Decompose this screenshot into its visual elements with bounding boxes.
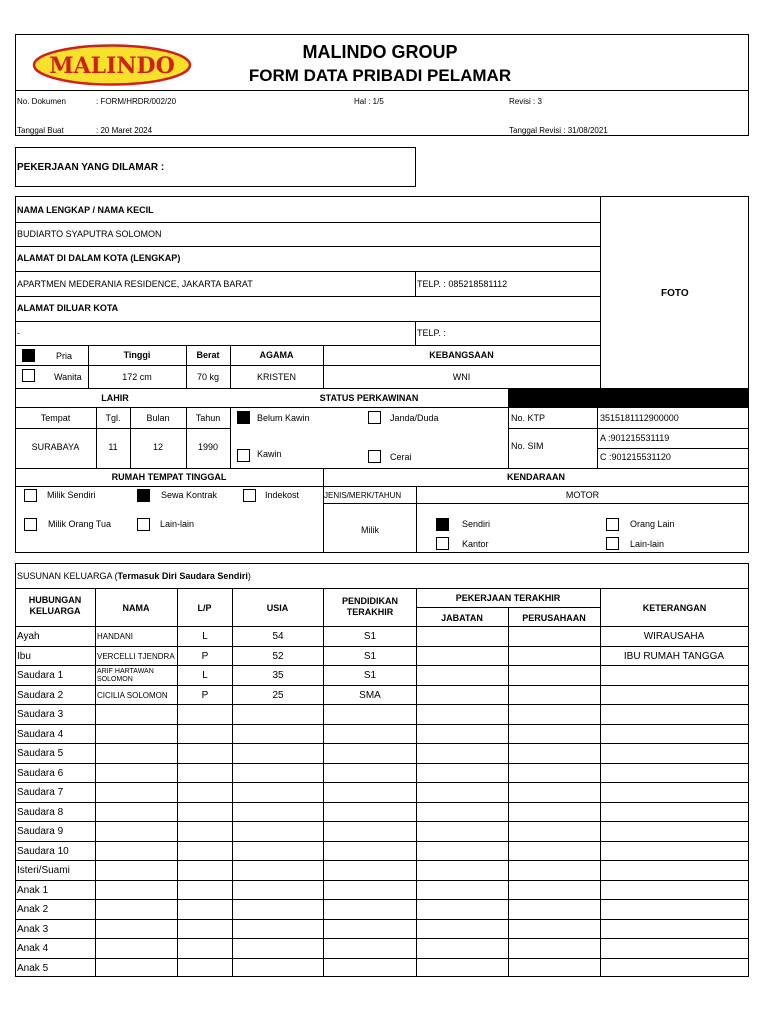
tanggal-buat-value: : 20 Maret 2024 (96, 126, 153, 135)
foto-label: FOTO (661, 288, 689, 299)
header-usia: USIA (266, 603, 289, 613)
family-cell-usia[interactable] (233, 861, 323, 880)
header-nama: NAMA (122, 603, 150, 613)
family-cell-jab[interactable] (417, 764, 508, 783)
family-cell-rel: Isteri/Suami (17, 865, 70, 876)
family-cell-pend[interactable] (324, 725, 416, 744)
milik-orang-tua-label: Milik Orang Tua (48, 519, 112, 529)
family-cell-per[interactable] (509, 764, 600, 783)
family-cell-nama[interactable] (97, 744, 177, 763)
family-cell-usia[interactable] (233, 959, 323, 978)
table-row (15, 841, 748, 861)
alamat-kota-value[interactable]: APARTMEN MEDERANIA RESIDENCE, JAKARTA BARAT (17, 279, 253, 289)
family-cell-usia[interactable] (233, 725, 323, 744)
checkbox-indekost[interactable] (243, 489, 256, 502)
checkbox-cerai[interactable] (368, 450, 381, 463)
family-cell-pend[interactable] (324, 803, 416, 822)
tgl-label: Tgl. (105, 413, 121, 423)
table-row (15, 646, 748, 666)
family-cell-per[interactable] (509, 705, 600, 724)
table-row (15, 860, 748, 880)
kendaraan-sendiri-label: Sendiri (462, 519, 491, 529)
family-cell-rel: Saudara 1 (17, 670, 64, 681)
family-cell-ket[interactable] (601, 822, 747, 841)
nama-label: NAMA LENGKAP / NAMA KECIL (17, 205, 154, 215)
family-cell-usia[interactable] (233, 900, 323, 919)
family-cell-jab[interactable] (417, 725, 508, 744)
tinggi-label: Tinggi (123, 350, 151, 360)
family-cell-pend[interactable]: S1 (363, 670, 377, 681)
family-cell-usia[interactable] (233, 764, 323, 783)
orang-lain-label: Orang Lain (630, 519, 675, 529)
form-title: FORM DATA PRIBADI PELAMAR (248, 66, 512, 85)
family-cell-ket[interactable] (601, 900, 747, 919)
kebangsaan-value[interactable]: WNI (452, 372, 471, 382)
family-cell-pend[interactable] (324, 764, 416, 783)
job-applied-label: PEKERJAAN YANG DILAMAR : (17, 162, 165, 173)
kendaraan-label: KENDARAAN (507, 472, 565, 482)
family-cell-pend[interactable] (324, 939, 416, 958)
family-cell-ket[interactable]: WIRAUSAHA (643, 631, 705, 642)
alamat-kota-label: ALAMAT DI DALAM KOTA (LENGKAP) (17, 253, 181, 263)
family-cell-usia[interactable] (233, 822, 323, 841)
cerai-label: Cerai (390, 452, 412, 462)
family-cell-ket[interactable] (601, 725, 747, 744)
family-cell-nama[interactable] (97, 900, 177, 919)
family-cell-lp[interactable] (178, 764, 232, 783)
family-cell-nama[interactable] (97, 959, 177, 978)
tahun-label: Tahun (195, 413, 221, 423)
header-keterangan: KETERANGAN (642, 603, 707, 613)
table-row (15, 626, 748, 646)
black-header-bar (508, 389, 749, 408)
family-cell-jab[interactable] (417, 627, 508, 646)
family-cell-ket[interactable] (601, 842, 747, 861)
telp-luar[interactable]: TELP. : (417, 328, 446, 338)
family-title-bold: Termasuk Diri Saudara Sendiri (117, 571, 248, 581)
family-cell-usia[interactable] (233, 939, 323, 958)
family-cell-nama[interactable] (97, 881, 177, 900)
company-title: MALINDO GROUP (302, 42, 458, 62)
family-cell-per[interactable] (509, 881, 600, 900)
header-jabatan: JABATAN (441, 613, 483, 623)
checkbox-milik-sendiri[interactable] (24, 489, 37, 502)
family-cell-pend[interactable] (324, 783, 416, 802)
family-cell-rel: Saudara 7 (17, 787, 64, 798)
kebangsaan-label: KEBANGSAAN (429, 350, 494, 360)
lahir-label: LAHIR (101, 393, 129, 403)
checkbox-lain-lain-rumah[interactable] (137, 518, 150, 531)
tahun-value[interactable]: 1990 (197, 442, 219, 452)
family-cell-lp[interactable] (178, 861, 232, 880)
table-row (15, 665, 748, 685)
jenis-merk-value[interactable]: MOTOR (565, 490, 600, 500)
family-cell-lp[interactable]: P (201, 650, 209, 662)
family-cell-jab[interactable] (417, 822, 508, 841)
status-perkawinan-label: STATUS PERKAWINAN (319, 393, 419, 403)
sim-a-value[interactable]: A :901215531119 (600, 433, 670, 443)
family-cell-nama[interactable] (97, 822, 177, 841)
family-cell-per[interactable] (509, 744, 600, 763)
checkbox-kendaraan-lain-lain[interactable] (606, 537, 619, 550)
tempat-value[interactable]: SURABAYA (31, 442, 80, 452)
bulan-value[interactable]: 12 (152, 442, 163, 452)
kawin-label: Kawin (257, 449, 282, 459)
family-cell-nama[interactable] (97, 920, 177, 939)
table-row (15, 899, 748, 919)
family-cell-usia[interactable] (233, 744, 323, 763)
sim-c-value[interactable]: C :901215531120 (600, 452, 671, 462)
rumah-label: RUMAH TEMPAT TINGGAL (111, 472, 227, 482)
milik-sendiri-label: Milik Sendiri (47, 490, 96, 500)
family-title-suffix: ) (247, 571, 251, 581)
family-cell-usia[interactable]: 52 (272, 650, 284, 662)
family-cell-pend[interactable] (324, 920, 416, 939)
family-cell-nama[interactable]: ARIF HARTAWAN SOLOMON (97, 668, 154, 683)
family-cell-lp[interactable] (178, 959, 232, 978)
family-cell-jab[interactable] (417, 783, 508, 802)
family-cell-usia[interactable]: 35 (272, 670, 284, 681)
family-cell-lp[interactable] (178, 822, 232, 841)
family-cell-nama[interactable]: CICILIA SOLOMON (97, 690, 168, 700)
family-cell-jab[interactable] (417, 959, 508, 978)
family-cell-rel: Ibu (17, 650, 31, 662)
berat-label: Berat (196, 350, 220, 360)
family-cell-pend[interactable]: S1 (363, 650, 377, 662)
family-cell-ket[interactable] (601, 744, 747, 763)
family-title (17, 570, 251, 582)
milik-label: Milik (361, 525, 379, 535)
family-cell-rel: Anak 3 (17, 923, 49, 935)
hal-text: Hal : 1/5 (354, 97, 384, 106)
family-cell-per[interactable] (509, 627, 600, 646)
table-row (15, 704, 748, 724)
family-cell-usia[interactable] (233, 803, 323, 822)
checkbox-kendaraan-kantor[interactable] (436, 537, 449, 550)
agama-label: AGAMA (259, 350, 294, 360)
family-cell-jab[interactable] (417, 939, 508, 958)
family-cell-pend[interactable] (324, 959, 416, 978)
checkbox-belum-kawin[interactable] (237, 411, 250, 424)
header-pekerjaan: PEKERJAAN TERAKHIR (455, 593, 561, 603)
family-cell-per[interactable] (509, 900, 600, 919)
family-cell-per[interactable] (509, 783, 600, 802)
family-cell-rel: Anak 1 (17, 884, 49, 896)
checkbox-kendaraan-sendiri[interactable] (436, 518, 449, 531)
family-cell-jab[interactable] (417, 666, 508, 685)
family-cell-rel: Anak 2 (17, 904, 49, 915)
checkbox-janda-duda[interactable] (368, 411, 381, 424)
family-cell-ket[interactable] (601, 959, 747, 978)
family-cell-usia[interactable] (233, 783, 323, 802)
checkbox-pria[interactable] (22, 349, 35, 362)
malindo-logo (32, 44, 192, 86)
ktp-label: No. KTP (511, 413, 546, 423)
family-cell-rel: Ayah (17, 631, 40, 642)
family-cell-per[interactable] (509, 842, 600, 861)
family-cell-lp[interactable]: P (201, 689, 209, 701)
family-cell-rel: Anak 4 (17, 943, 49, 954)
indekost-label: Indekost (265, 490, 300, 500)
family-cell-rel: Saudara 8 (17, 806, 64, 818)
family-cell-nama[interactable] (97, 939, 177, 958)
family-cell-jab[interactable] (417, 842, 508, 861)
telp-kota[interactable]: TELP. : 085218581112 (417, 279, 508, 289)
family-cell-usia[interactable]: 25 (272, 689, 284, 701)
family-cell-pend[interactable] (324, 822, 416, 841)
header-pendidikan: PENDIDIKAN TERAKHIR (341, 596, 398, 617)
family-cell-jab[interactable] (417, 861, 508, 880)
header-lp: L/P (197, 603, 212, 613)
family-cell-nama[interactable]: HANDANI (97, 632, 134, 641)
family-cell-per[interactable] (509, 803, 600, 822)
family-cell-lp[interactable]: L (202, 631, 208, 642)
family-cell-rel: Saudara 10 (17, 845, 69, 857)
family-cell-jab[interactable] (417, 686, 508, 705)
family-cell-usia[interactable] (233, 705, 323, 724)
kendaraan-lain-lain-label: Lain-lain (630, 539, 665, 549)
table-row (15, 782, 748, 802)
belum-kawin-label: Belum Kawin (257, 413, 310, 423)
family-cell-ket[interactable] (601, 705, 747, 724)
family-cell-jab[interactable] (417, 920, 508, 939)
family-cell-jab[interactable] (417, 647, 508, 666)
family-cell-lp[interactable] (178, 744, 232, 763)
family-cell-pend[interactable] (324, 842, 416, 861)
agama-value[interactable]: KRISTEN (256, 372, 296, 382)
table-row (15, 763, 748, 783)
bulan-label: Bulan (146, 413, 170, 423)
logo-text: MALINDO (49, 53, 175, 79)
tanggal-buat-label: Tanggal Buat (17, 126, 64, 135)
family-cell-pend[interactable] (324, 705, 416, 724)
family-cell-rel: Saudara 9 (17, 826, 64, 837)
header-perusahaan: PERUSAHAAN (522, 613, 586, 623)
family-cell-nama[interactable] (97, 764, 177, 783)
family-cell-lp[interactable] (178, 705, 232, 724)
family-cell-ket[interactable] (601, 939, 747, 958)
family-cell-ket[interactable] (601, 783, 747, 802)
family-cell-usia[interactable] (233, 842, 323, 861)
wanita-label: Wanita (54, 372, 82, 382)
lain-lain-rumah-label: Lain-lain (160, 519, 195, 529)
family-cell-jab[interactable] (417, 900, 508, 919)
family-cell-ket[interactable] (601, 861, 747, 880)
alamat-luar-label: ALAMAT DILUAR KOTA (17, 303, 119, 313)
table-row (15, 919, 748, 939)
checkbox-milik-orang-tua[interactable] (24, 518, 37, 531)
checkbox-kawin[interactable] (237, 449, 250, 462)
family-cell-pend[interactable] (324, 744, 416, 763)
family-cell-rel: Saudara 2 (17, 689, 64, 701)
family-cell-per[interactable] (509, 666, 600, 685)
family-cell-usia[interactable] (233, 920, 323, 939)
family-cell-pend[interactable] (324, 861, 416, 880)
family-cell-ket[interactable] (601, 803, 747, 822)
sewa-kontrak-label: Sewa Kontrak (161, 490, 218, 500)
ktp-value[interactable]: 3515181112900000 (600, 413, 679, 423)
family-cell-lp[interactable] (178, 803, 232, 822)
family-cell-lp[interactable] (178, 725, 232, 744)
family-cell-nama[interactable] (97, 725, 177, 744)
family-cell-rel: Saudara 4 (17, 728, 64, 740)
family-cell-pend[interactable]: S1 (363, 631, 377, 642)
family-cell-per[interactable] (509, 939, 600, 958)
family-cell-ket[interactable] (601, 764, 747, 783)
table-row (15, 958, 748, 978)
tinggi-value[interactable]: 172 cm (122, 372, 152, 382)
header-hubungan: HUBUNGAN KELUARGA (28, 595, 82, 616)
family-cell-usia[interactable]: 54 (272, 631, 284, 642)
family-cell-per[interactable] (509, 959, 600, 978)
family-cell-per[interactable] (509, 822, 600, 841)
family-cell-per[interactable] (509, 647, 600, 666)
family-cell-per[interactable] (509, 861, 600, 880)
family-cell-nama[interactable] (97, 842, 177, 861)
table-row (15, 743, 748, 763)
alamat-luar-value[interactable]: - (17, 328, 20, 338)
family-cell-lp[interactable] (178, 783, 232, 802)
checkbox-wanita[interactable] (22, 369, 35, 382)
tanggal-revisi-text: Tanggal Revisi : 31/08/2021 (509, 126, 608, 135)
family-cell-nama[interactable]: VERCELLI TJENDRA (97, 651, 175, 661)
family-cell-jab[interactable] (417, 881, 508, 900)
family-cell-lp[interactable] (178, 939, 232, 958)
family-cell-lp[interactable] (178, 920, 232, 939)
nama-value[interactable]: BUDIARTO SYAPUTRA SOLOMON (17, 229, 162, 239)
checkbox-sewa-kontrak[interactable] (137, 489, 150, 502)
family-cell-nama[interactable] (97, 783, 177, 802)
no-dokumen-value: : FORM/HRDR/002/20 (96, 97, 177, 106)
no-dokumen-label: No. Dokumen (17, 97, 66, 106)
jenis-merk-label: JENIS/MERK/TAHUN (324, 491, 402, 500)
family-cell-per[interactable] (509, 686, 600, 705)
family-cell-rel: Saudara 5 (17, 748, 64, 759)
family-cell-nama[interactable] (97, 861, 177, 880)
table-row (15, 880, 748, 900)
table-row (15, 685, 748, 705)
family-cell-usia[interactable] (233, 881, 323, 900)
sim-label: No. SIM (511, 441, 544, 451)
family-cell-jab[interactable] (417, 744, 508, 763)
family-cell-ket[interactable] (601, 920, 747, 939)
family-cell-pend[interactable]: SMA (359, 689, 381, 701)
family-title-prefix: SUSUNAN KELUARGA ( (17, 571, 118, 581)
family-cell-ket[interactable] (601, 666, 747, 685)
checkbox-orang-lain[interactable] (606, 518, 619, 531)
revisi-text: Revisi : 3 (509, 97, 542, 106)
table-row (15, 821, 748, 841)
family-cell-ket[interactable]: IBU RUMAH TANGGA (623, 650, 725, 662)
family-cell-pend[interactable] (324, 900, 416, 919)
family-cell-lp[interactable] (178, 900, 232, 919)
family-cell-lp[interactable] (178, 881, 232, 900)
table-row (15, 724, 748, 744)
family-cell-per[interactable] (509, 920, 600, 939)
family-cell-ket[interactable] (601, 686, 747, 705)
family-cell-nama[interactable] (97, 705, 177, 724)
tgl-value[interactable]: 11 (108, 442, 118, 452)
table-row (15, 802, 748, 822)
pria-label: Pria (56, 351, 73, 361)
kendaraan-kantor-label: Kantor (462, 539, 489, 549)
family-cell-jab[interactable] (417, 705, 508, 724)
family-cell-jab[interactable] (417, 803, 508, 822)
berat-value[interactable]: 70 kg (196, 372, 220, 382)
family-cell-pend[interactable] (324, 881, 416, 900)
family-cell-lp[interactable] (178, 842, 232, 861)
family-cell-ket[interactable] (601, 881, 747, 900)
family-cell-rel: Saudara 6 (17, 767, 64, 779)
family-cell-lp[interactable]: L (202, 670, 208, 681)
family-cell-nama[interactable] (97, 803, 177, 822)
table-row (15, 938, 748, 958)
tempat-label: Tempat (40, 413, 71, 423)
janda-duda-label: Janda/Duda (390, 413, 439, 423)
family-cell-rel: Saudara 3 (17, 709, 64, 720)
family-cell-rel: Anak 5 (17, 962, 49, 974)
family-cell-per[interactable] (509, 725, 600, 744)
